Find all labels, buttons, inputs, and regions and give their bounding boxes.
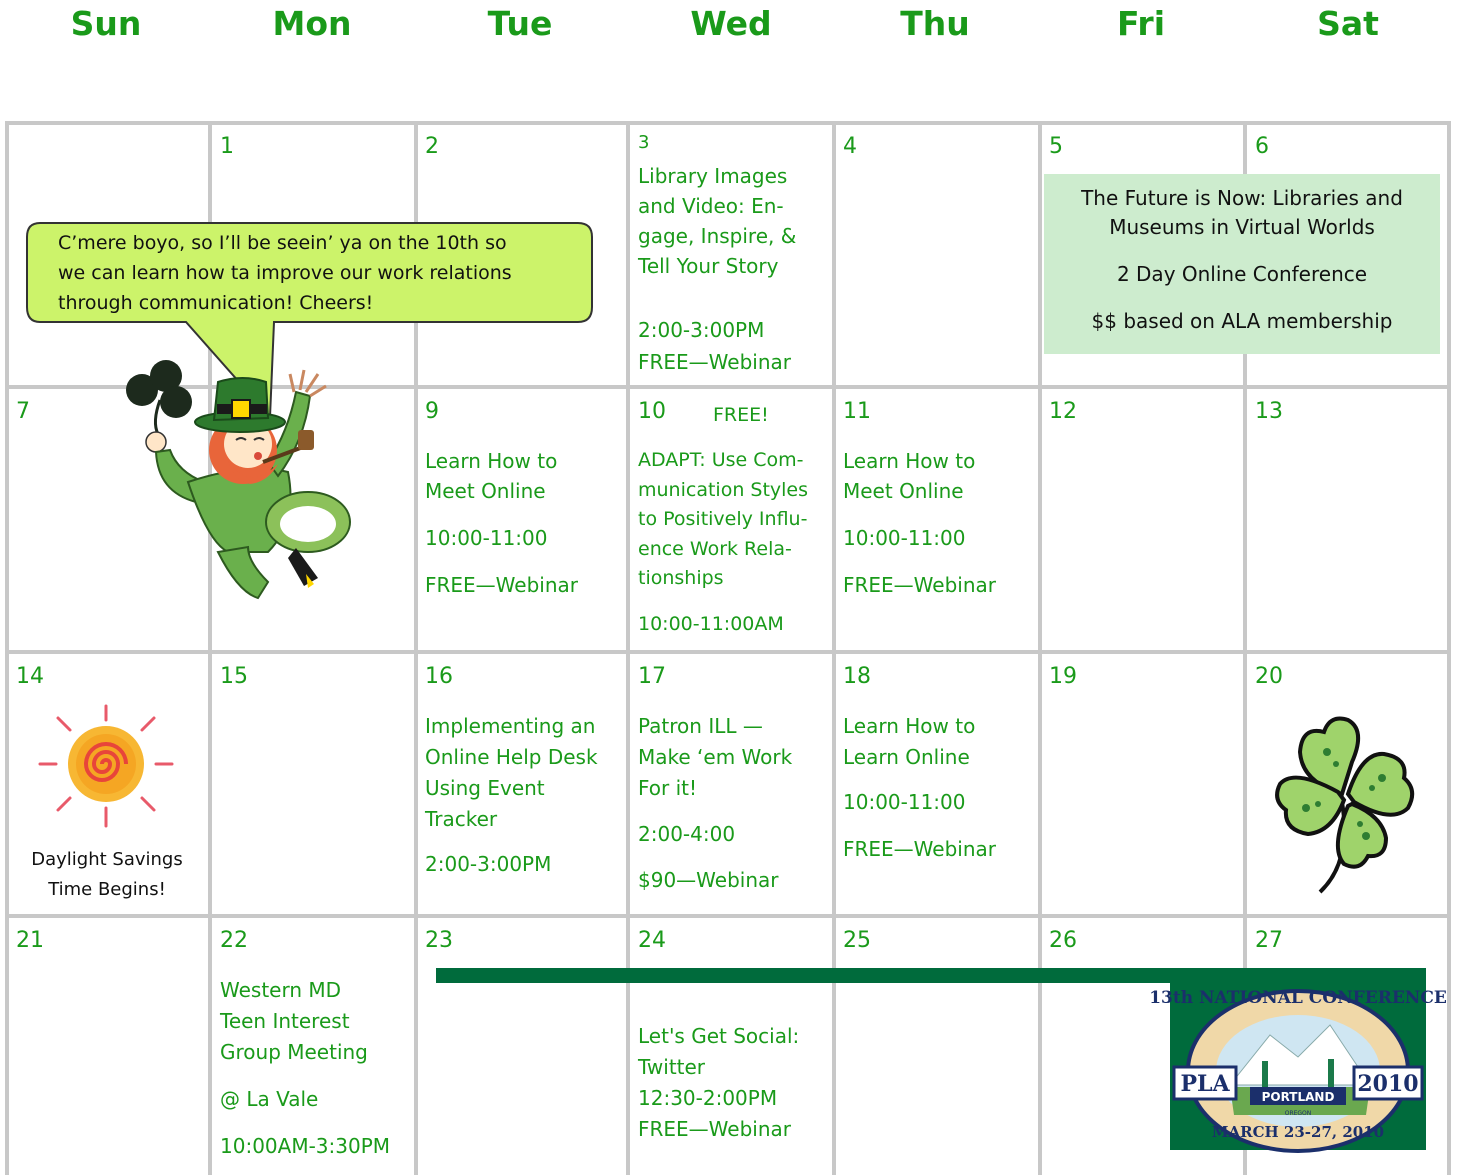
event-title-line: ence Work Rela- <box>638 537 792 560</box>
event-title-line: Learn How to <box>843 449 976 473</box>
event-time: 2:00-4:00 <box>638 822 736 846</box>
conference-subtitle: 2 Day Online Conference <box>1116 262 1368 286</box>
event-title-line: Group Meeting <box>220 1040 368 1064</box>
event-title-line: gage, Inspire, & <box>638 224 797 248</box>
day-number: 20 <box>1255 664 1283 689</box>
event-title-line: Using Event <box>425 776 545 800</box>
day-number: 12 <box>1049 399 1077 424</box>
conference-title-line: Museums in Virtual Worlds <box>1109 215 1375 239</box>
day-number: 9 <box>425 399 439 424</box>
event-title-line: Make ‘em Work <box>638 745 793 769</box>
conference-title-line: The Future is Now: Libraries and <box>1081 186 1403 210</box>
conference-event[interactable] <box>1044 174 1440 354</box>
event-time: 10:00-11:00AM <box>638 612 784 635</box>
weekday-sun: Sun <box>70 4 142 43</box>
event-title-line: and Video: En- <box>638 194 784 218</box>
day-number: 4 <box>843 134 857 159</box>
pla-logo-top-text: 13th NATIONAL CONFERENCE <box>1149 988 1447 1008</box>
day-number: 7 <box>16 399 30 424</box>
day-number: 6 <box>1255 134 1269 159</box>
event-day-10[interactable] <box>638 446 828 639</box>
event-day-22[interactable] <box>220 975 415 1162</box>
event-time: 2:00-3:00PM <box>425 852 552 876</box>
event-time: 10:00-11:00 <box>843 790 966 814</box>
day-number: 3 <box>638 132 650 153</box>
day-number: 26 <box>1049 928 1077 953</box>
event-title-line: to Positively Influ- <box>638 508 808 530</box>
day-number: 22 <box>220 928 248 953</box>
day-number: 18 <box>843 664 871 689</box>
event-title-line: Implementing an <box>425 714 596 738</box>
event-time: 10:00-11:00 <box>843 526 966 550</box>
event-title-line: ADAPT: Use Com- <box>638 449 804 471</box>
event-title-line: Online Help Desk <box>425 745 598 769</box>
event-time: 12:30-2:00PM <box>638 1086 778 1110</box>
day-number: 14 <box>16 664 44 689</box>
event-day-14: Daylight Savings Time Begins! <box>31 849 183 900</box>
pla-logo-dates: MARCH 23-27, 2010 <box>1211 1123 1385 1141</box>
event-title-line: Learn How to <box>425 449 558 473</box>
event-cost: FREE—Webinar <box>638 350 791 374</box>
event-day-11[interactable] <box>843 446 1028 600</box>
event-title-line: Meet Online <box>425 479 546 503</box>
weekday-wed: Wed <box>690 4 772 43</box>
event-title-line: Tell Your Story <box>638 254 779 278</box>
event-location: @ La Vale <box>220 1087 319 1111</box>
event-cost: FREE—Webinar <box>843 837 996 861</box>
event-day-9[interactable] <box>425 446 610 600</box>
event-title-line: Learn How to <box>843 714 976 738</box>
day-number: 27 <box>1255 928 1283 953</box>
event-cost: $90—Webinar <box>638 868 779 892</box>
event-time: 2:00-3:00PM <box>638 318 765 342</box>
pla-logo-left-text: PLA <box>1180 1071 1230 1097</box>
day-number: 5 <box>1049 134 1063 159</box>
day-number: 23 <box>425 928 453 953</box>
day-number: 15 <box>220 664 248 689</box>
day-number: 25 <box>843 928 871 953</box>
weekday-fri: Fri <box>1116 4 1166 43</box>
day-number: 19 <box>1049 664 1077 689</box>
event-title-line: Teen Interest <box>220 1009 350 1033</box>
event-day-17[interactable] <box>638 711 828 896</box>
day-number: 17 <box>638 664 666 689</box>
event-title-line: Learn Online <box>843 745 970 769</box>
event-time: 10:00-11:00 <box>425 526 548 550</box>
shamrock-icon <box>1272 712 1422 894</box>
event-day-16[interactable] <box>425 711 620 880</box>
event-day-18[interactable] <box>843 711 1028 865</box>
event-title-line: Let's Get Social: <box>638 1024 800 1048</box>
day-number: 21 <box>16 928 44 953</box>
event-title-line: Patron ILL — <box>638 714 763 738</box>
pla-conference-logo <box>1149 975 1447 1150</box>
weekday-thu: Thu <box>900 4 970 43</box>
event-title-line: Western MD <box>220 978 342 1002</box>
event-day-24[interactable] <box>638 1021 828 1145</box>
event-title-line: Tracker <box>425 807 498 831</box>
event-title-line: munication Styles <box>638 478 809 501</box>
sun-icon <box>36 702 176 832</box>
event-day-3[interactable] <box>638 161 828 377</box>
day-number: 2 <box>425 134 439 159</box>
event-free-badge: FREE! <box>713 404 769 426</box>
weekday-tue: Tue <box>487 4 553 43</box>
day-number: 10 <box>638 399 666 424</box>
weekday-sat: Sat <box>1317 4 1379 43</box>
event-title-line: Meet Online <box>843 479 964 503</box>
weekday-mon: Mon <box>272 4 352 43</box>
event-cost: FREE—Webinar <box>638 1117 791 1141</box>
pla-logo-state: OREGON <box>1284 1110 1312 1117</box>
speech-bubble-text: C’mere boyo, so I’ll be seein’ ya on the 10th so we can learn how ta improve our work relations through communication! Cheers! <box>58 232 512 314</box>
event-title-line: tionships <box>638 567 724 589</box>
event-title-line: For it! <box>638 776 698 800</box>
pla-logo-city: PORTLAND <box>1261 1090 1335 1104</box>
leprechaun-icon <box>118 352 368 600</box>
day-number: 24 <box>638 928 666 953</box>
day-number: 11 <box>843 399 871 424</box>
day-number: 1 <box>220 134 234 159</box>
day-number: 13 <box>1255 399 1283 424</box>
event-title-line: Twitter <box>638 1055 706 1079</box>
conference-cost: $$ based on ALA membership <box>1091 309 1393 333</box>
event-cost: FREE—Webinar <box>425 573 578 597</box>
event-title-line: Library Images <box>638 164 788 188</box>
day-number: 16 <box>425 664 453 689</box>
pla-logo-right-text: 2010 <box>1357 1071 1419 1097</box>
event-cost: FREE—Webinar <box>843 573 996 597</box>
event-time: 10:00AM-3:30PM <box>220 1134 391 1158</box>
